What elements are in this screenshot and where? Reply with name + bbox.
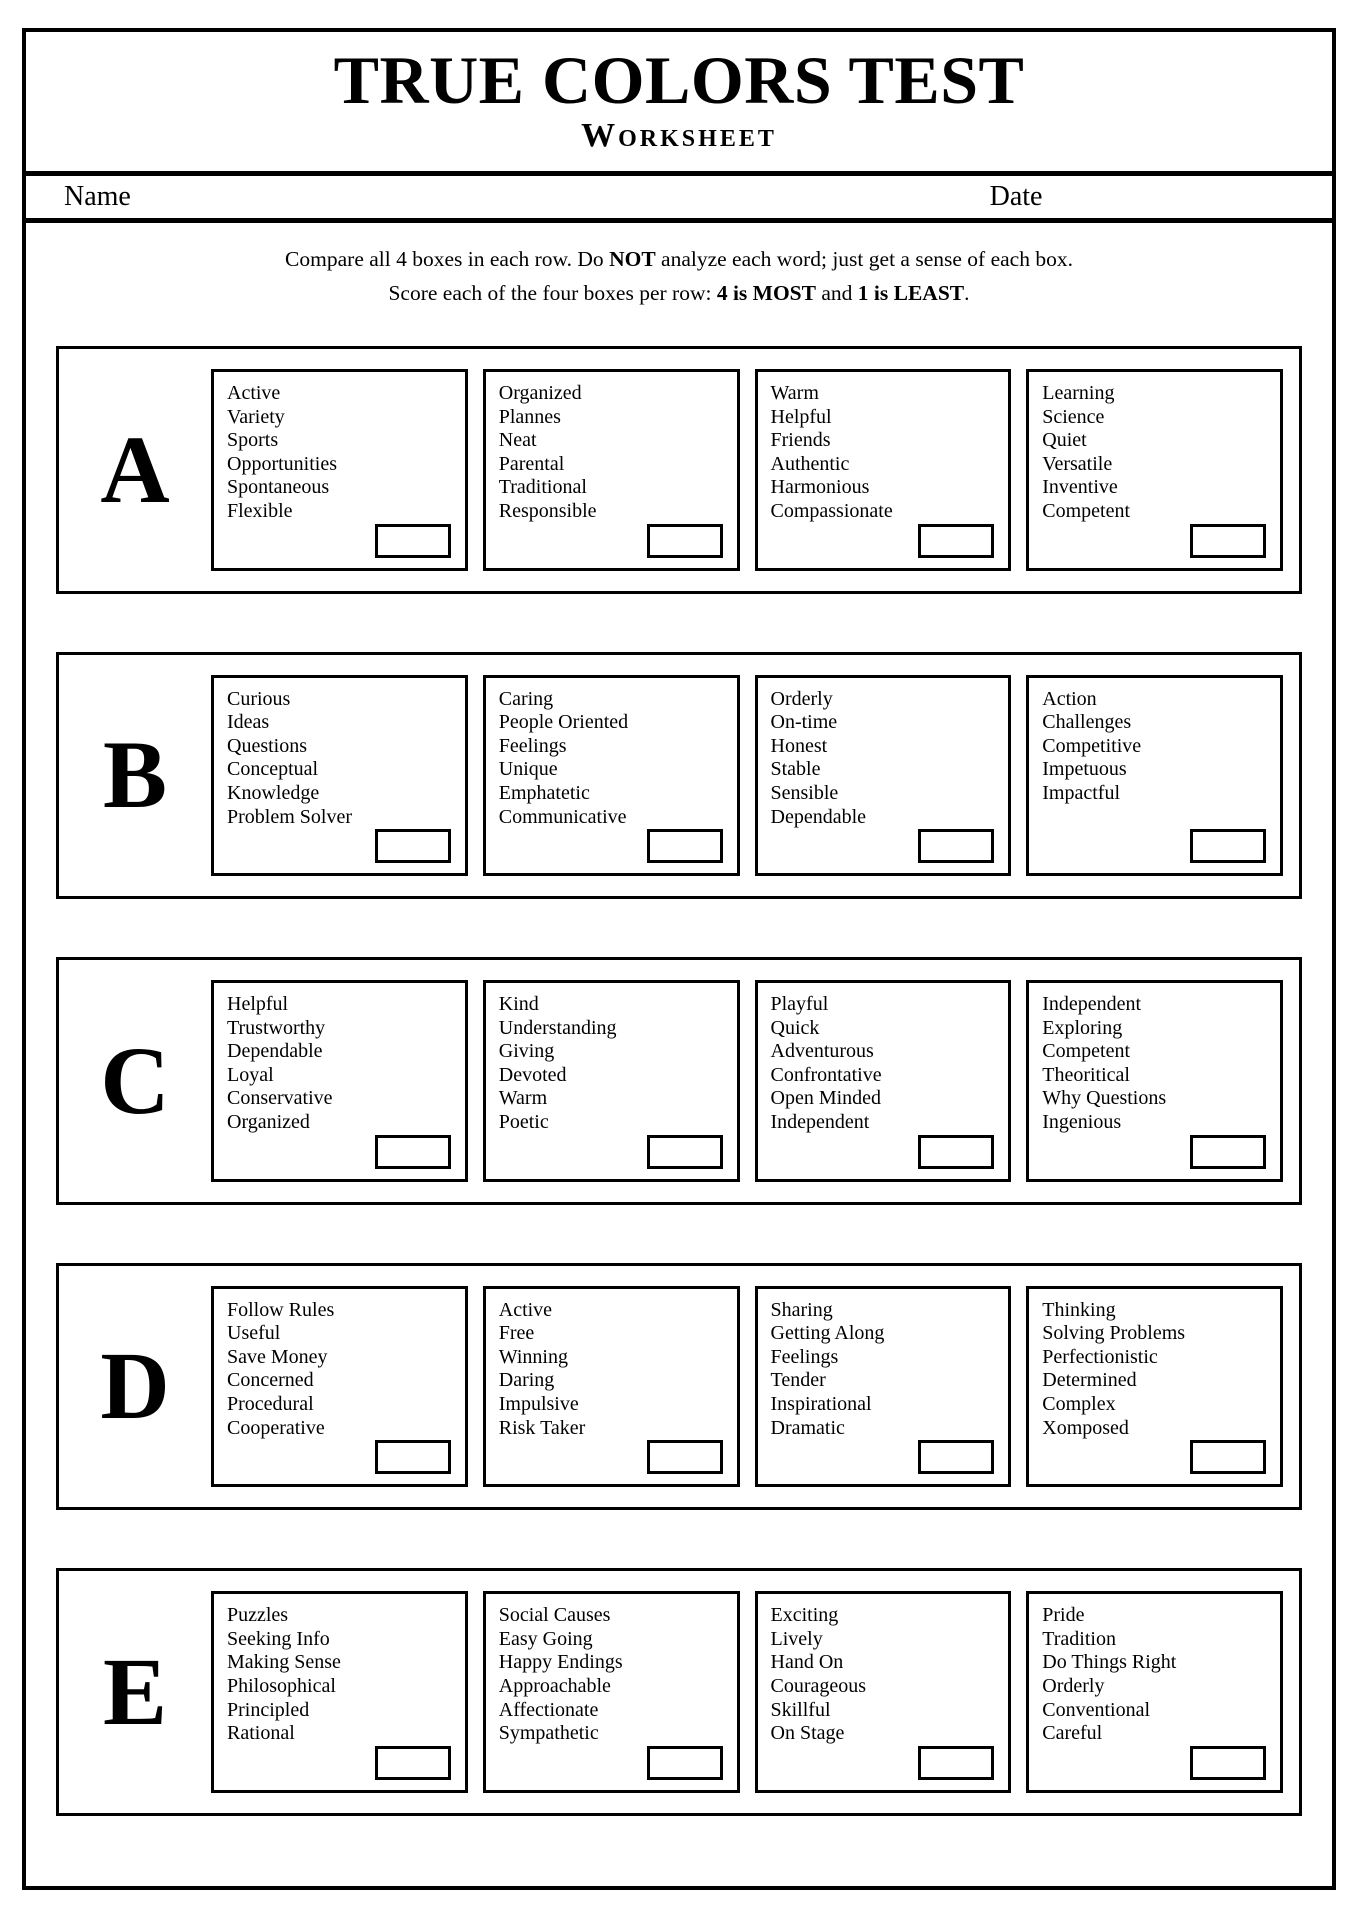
- word-box: [211, 369, 468, 571]
- word: Warm: [770, 381, 819, 404]
- score-input[interactable]: [918, 524, 994, 558]
- score-input[interactable]: [375, 1440, 451, 1474]
- instruction-text: and: [815, 280, 858, 305]
- word: Follow Rules: [227, 1298, 335, 1321]
- name-fill-area[interactable]: [131, 181, 990, 213]
- word: Caring: [498, 687, 554, 710]
- word: Sensible: [770, 781, 839, 804]
- row-C: [56, 957, 1302, 1205]
- instructions: [26, 243, 1332, 310]
- row-boxes: [211, 675, 1283, 877]
- word: Sharing: [770, 1298, 833, 1321]
- instruction-text: Compare all 4 boxes in each row. Do: [285, 247, 610, 272]
- word: Competent: [1042, 1040, 1131, 1063]
- word: Science: [1042, 405, 1105, 428]
- word: Neat: [498, 429, 537, 452]
- word: Organized: [498, 381, 582, 404]
- word: Save Money: [227, 1345, 328, 1368]
- word: Problem Solver: [227, 805, 352, 828]
- page-subtitle: Worksheet: [581, 117, 777, 155]
- word: Open Minded: [770, 1087, 882, 1110]
- instruction-line: [26, 277, 1332, 310]
- worksheet-page: [22, 28, 1336, 1890]
- row-B: [56, 652, 1302, 900]
- word-box: [755, 980, 1012, 1182]
- row-A: [56, 346, 1302, 594]
- word: Xomposed: [1042, 1416, 1129, 1439]
- word: Sports: [227, 429, 279, 452]
- word: Kind: [498, 993, 539, 1016]
- word: Exciting: [770, 1604, 839, 1627]
- word: Active: [498, 1298, 553, 1321]
- word: Helpful: [770, 405, 832, 428]
- word: Adventurous: [770, 1040, 874, 1063]
- word-box: [1026, 675, 1283, 877]
- word-box: [1026, 369, 1283, 571]
- instruction-line: [26, 243, 1332, 276]
- word: Orderly: [1042, 1675, 1105, 1698]
- word-box: [483, 369, 740, 571]
- score-input[interactable]: [918, 1746, 994, 1780]
- word: Variety: [227, 405, 285, 428]
- word: Courageous: [770, 1675, 867, 1698]
- word: Rational: [227, 1722, 295, 1745]
- word: Giving: [498, 1040, 555, 1063]
- word: Warm: [498, 1087, 548, 1110]
- word: Responsible: [498, 499, 597, 522]
- word: Communicative: [498, 805, 627, 828]
- word: Flexible: [227, 499, 293, 522]
- word-box: [755, 1591, 1012, 1793]
- score-input[interactable]: [375, 1746, 451, 1780]
- word: Getting Along: [770, 1322, 885, 1345]
- word: Learning: [1042, 381, 1115, 404]
- word: Impetuous: [1042, 758, 1127, 781]
- word: Philosophical: [227, 1675, 336, 1698]
- word-box: [483, 1286, 740, 1488]
- word: Affectionate: [498, 1698, 599, 1721]
- word: Thinking: [1042, 1298, 1116, 1321]
- instruction-bold-text: NOT: [609, 247, 656, 272]
- word: Plannes: [498, 405, 561, 428]
- word: Questions: [227, 734, 307, 757]
- word: People Oriented: [498, 711, 629, 734]
- word-box: [211, 1286, 468, 1488]
- word: Dramatic: [770, 1416, 845, 1439]
- row-boxes: [211, 1286, 1283, 1488]
- word: Competitive: [1042, 734, 1142, 757]
- word: Principled: [227, 1698, 310, 1721]
- word: Feelings: [770, 1345, 839, 1368]
- score-input[interactable]: [1190, 524, 1266, 558]
- word: Hand On: [770, 1651, 844, 1674]
- word: Understanding: [498, 1016, 617, 1039]
- word-box: [755, 675, 1012, 877]
- word: Helpful: [227, 993, 289, 1016]
- word-box: [755, 1286, 1012, 1488]
- word: Confrontative: [770, 1063, 882, 1086]
- word: Traditional: [498, 476, 587, 499]
- word: Dependable: [770, 805, 867, 828]
- score-input[interactable]: [647, 524, 723, 558]
- score-input[interactable]: [647, 1746, 723, 1780]
- score-input[interactable]: [647, 1440, 723, 1474]
- word: Authentic: [770, 452, 850, 475]
- word: Quiet: [1042, 429, 1087, 452]
- score-input[interactable]: [647, 829, 723, 863]
- score-input[interactable]: [918, 1440, 994, 1474]
- row-letter: D: [100, 1332, 170, 1440]
- word: Independent: [1042, 993, 1142, 1016]
- score-input[interactable]: [1190, 1746, 1266, 1780]
- word: Organized: [227, 1111, 310, 1134]
- word: Conservative: [227, 1087, 333, 1110]
- word: Why Questions: [1042, 1087, 1167, 1110]
- row-letter: E: [102, 1638, 168, 1746]
- word: Lively: [770, 1627, 823, 1650]
- word: Inventive: [1042, 476, 1118, 499]
- instruction-bold-text: 1 is LEAST: [857, 280, 965, 305]
- word: Stable: [770, 758, 821, 781]
- name-date-band: [26, 171, 1332, 223]
- word: On-time: [770, 711, 838, 734]
- word: Honest: [770, 734, 828, 757]
- word-box: [755, 369, 1012, 571]
- row-boxes: [211, 369, 1283, 571]
- word: Feelings: [498, 734, 567, 757]
- word: Procedural: [227, 1393, 314, 1416]
- word: Playful: [770, 993, 829, 1016]
- word: Pride: [1042, 1604, 1085, 1627]
- word: Puzzles: [227, 1604, 289, 1627]
- word: Skillful: [770, 1698, 831, 1721]
- word: Perfectionistic: [1042, 1345, 1158, 1368]
- date-fill-area[interactable]: [1042, 181, 1332, 213]
- word: Easy Going: [498, 1627, 593, 1650]
- word: Friends: [770, 429, 831, 452]
- word: Competent: [1042, 499, 1131, 522]
- date-label: Date: [989, 181, 1043, 213]
- word: Impactful: [1042, 781, 1120, 804]
- word: Theoritical: [1042, 1063, 1130, 1086]
- word: Orderly: [770, 687, 833, 710]
- word: Free: [498, 1322, 535, 1345]
- word: Spontaneous: [227, 476, 330, 499]
- word: Do Things Right: [1042, 1651, 1177, 1674]
- word-box: [211, 1591, 468, 1793]
- word: Happy Endings: [498, 1651, 623, 1674]
- word: Versatile: [1042, 452, 1113, 475]
- word-box: [483, 1591, 740, 1793]
- word: Dependable: [227, 1040, 323, 1063]
- word: Knowledge: [227, 781, 320, 804]
- word: Loyal: [227, 1063, 274, 1086]
- row-D: [56, 1263, 1302, 1511]
- word: Ingenious: [1042, 1111, 1122, 1134]
- word: Trustworthy: [227, 1016, 326, 1039]
- score-input[interactable]: [1190, 829, 1266, 863]
- word: Conventional: [1042, 1698, 1151, 1721]
- row-letter: A: [100, 415, 170, 523]
- name-label: Name: [64, 181, 131, 213]
- score-input[interactable]: [918, 829, 994, 863]
- word: Winning: [498, 1345, 568, 1368]
- word: Active: [227, 381, 281, 404]
- date-cell: [990, 181, 1332, 213]
- word: Useful: [227, 1322, 281, 1345]
- word-box: [1026, 1286, 1283, 1488]
- word: Solving Problems: [1042, 1322, 1186, 1345]
- word: Independent: [770, 1111, 870, 1134]
- word-box: [1026, 980, 1283, 1182]
- word: Emphatetic: [498, 781, 590, 804]
- word: Harmonious: [770, 476, 870, 499]
- row-E: [56, 1568, 1302, 1816]
- word: Tradition: [1042, 1627, 1116, 1650]
- instruction-text: Score each of the four boxes per row:: [388, 280, 717, 305]
- word: Action: [1042, 687, 1097, 710]
- word: Devoted: [498, 1063, 567, 1086]
- word: Cooperative: [227, 1416, 325, 1439]
- word: Conceptual: [227, 758, 319, 781]
- score-input[interactable]: [647, 1135, 723, 1169]
- word: Careful: [1042, 1722, 1103, 1745]
- name-cell: [64, 181, 990, 213]
- word-box: [211, 980, 468, 1182]
- score-input[interactable]: [375, 829, 451, 863]
- row-boxes: [211, 1591, 1283, 1793]
- row-boxes: [211, 980, 1283, 1182]
- word: Social Causes: [498, 1604, 611, 1627]
- header: [26, 32, 1332, 171]
- page-title: TRUE COLORS TEST: [333, 42, 1025, 118]
- word: Ideas: [227, 711, 270, 734]
- word: Daring: [498, 1369, 555, 1392]
- word: Complex: [1042, 1393, 1116, 1416]
- word: Determined: [1042, 1369, 1137, 1392]
- instruction-text: analyze each word; just get a sense of each box.: [655, 247, 1073, 272]
- word: Quick: [770, 1016, 820, 1039]
- word: Compassionate: [770, 499, 893, 522]
- word: Seeking Info: [227, 1627, 330, 1650]
- score-input[interactable]: [1190, 1440, 1266, 1474]
- word: Opportunities: [227, 452, 337, 475]
- word: Approachable: [498, 1675, 611, 1698]
- word: Poetic: [498, 1111, 549, 1134]
- word-box: [211, 675, 468, 877]
- word: Tender: [770, 1369, 826, 1392]
- word: Parental: [498, 452, 565, 475]
- word: Challenges: [1042, 711, 1132, 734]
- word-box: [483, 980, 740, 1182]
- word: Unique: [498, 758, 558, 781]
- instruction-text: .: [964, 280, 970, 305]
- word: Risk Taker: [498, 1416, 586, 1439]
- word-box: [1026, 1591, 1283, 1793]
- score-input[interactable]: [1190, 1135, 1266, 1169]
- word: Exploring: [1042, 1016, 1123, 1039]
- word: Curious: [227, 687, 291, 710]
- row-letter: C: [100, 1026, 170, 1134]
- word: Impulsive: [498, 1393, 579, 1416]
- word: Sympathetic: [498, 1722, 599, 1745]
- word: On Stage: [770, 1722, 845, 1745]
- word: Concerned: [227, 1369, 314, 1392]
- score-input[interactable]: [918, 1135, 994, 1169]
- word-box: [483, 675, 740, 877]
- rows-container: [26, 310, 1332, 1816]
- row-letter: B: [102, 721, 168, 829]
- word: Making Sense: [227, 1651, 341, 1674]
- instruction-bold-text: 4 is MOST: [716, 280, 816, 305]
- word: Inspirational: [770, 1393, 872, 1416]
- score-input[interactable]: [375, 524, 451, 558]
- score-input[interactable]: [375, 1135, 451, 1169]
